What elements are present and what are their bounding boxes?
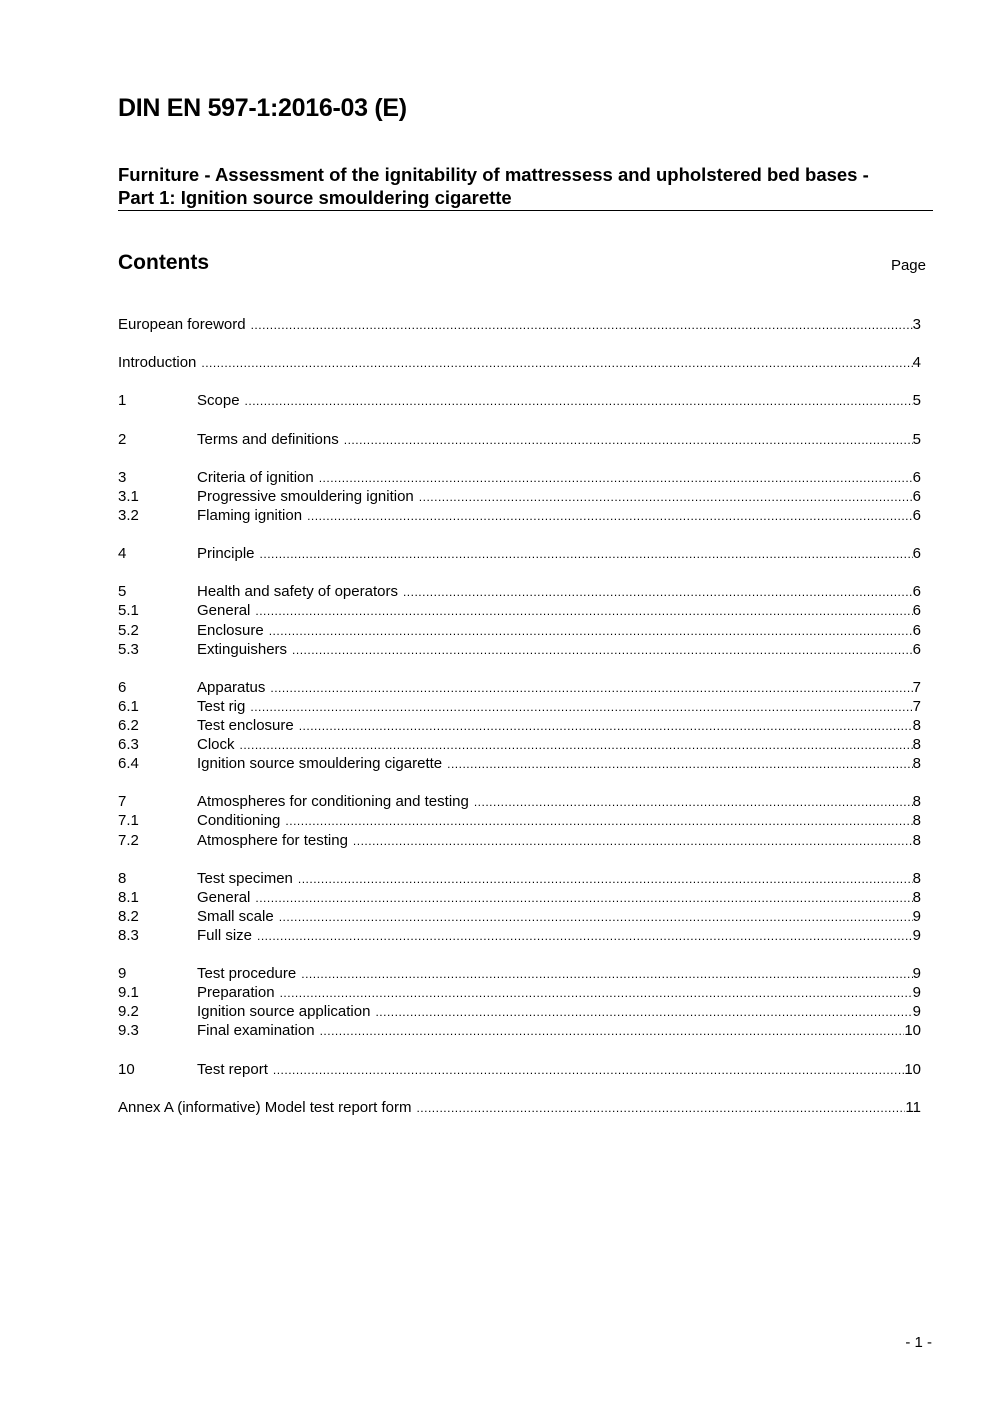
- toc-entry[interactable]: [118, 678, 921, 697]
- toc-entry-title: General: [197, 602, 251, 620]
- toc-dot-leader: [307, 507, 913, 526]
- toc-entry-page: 6: [912, 602, 921, 620]
- toc-entry[interactable]: [118, 391, 921, 410]
- toc-entry-title: Progressive smouldering ignition: [197, 487, 414, 505]
- toc-entry-number: 7.2: [118, 831, 139, 849]
- toc-entry-number: 3.1: [118, 487, 139, 505]
- toc-entry-page: 5: [912, 392, 921, 410]
- toc-entry-number: 7.1: [118, 812, 139, 830]
- toc-entry-number: 6.3: [118, 736, 139, 754]
- toc-dot-leader: [419, 488, 913, 507]
- toc-entry-page: 11: [905, 1098, 921, 1116]
- toc-entry-number: 3: [118, 468, 127, 486]
- toc-entry-number: 7: [118, 793, 127, 811]
- toc-entry-title: Conditioning: [197, 812, 281, 830]
- toc-entry-title: Flaming ignition: [197, 506, 303, 524]
- toc-entry-title: Preparation: [197, 984, 275, 1002]
- toc-entry-page: 3: [912, 316, 921, 333]
- toc-entry[interactable]: [118, 582, 921, 601]
- toc-entry-title: General: [197, 888, 251, 906]
- document-title-line-2: Part 1: Ignition source smouldering cigarette: [118, 187, 512, 208]
- toc-entry-page: 6: [912, 621, 921, 639]
- toc-entry-page: 8: [912, 888, 921, 906]
- toc-entry-title: Scope: [197, 392, 240, 410]
- toc-entry-page: 10: [904, 1060, 921, 1078]
- toc-entry-number: 8.2: [118, 907, 139, 925]
- toc-entry-title: Ignition source smouldering cigarette: [197, 755, 443, 773]
- toc-entry[interactable]: [118, 983, 921, 1002]
- toc-entry[interactable]: [118, 869, 921, 888]
- toc-dot-leader: [403, 583, 913, 602]
- toc-dot-leader: [301, 965, 912, 984]
- toc-dot-leader: [270, 679, 912, 698]
- toc-entry-number: 5.1: [118, 602, 139, 620]
- toc-entry-number: 2: [118, 430, 127, 448]
- toc-entry[interactable]: [118, 468, 921, 487]
- toc-entry-title: Atmosphere for testing: [197, 831, 348, 849]
- toc-entry-number: 6.4: [118, 755, 139, 773]
- contents-heading: Contents: [118, 251, 209, 274]
- toc-entry-number: 9.2: [118, 1003, 139, 1021]
- toc-entry[interactable]: [118, 831, 921, 850]
- toc-entry-title: European foreword: [118, 316, 246, 333]
- footer-page-number: - 1 -: [905, 1334, 932, 1351]
- toc-entry-page: 8: [912, 716, 921, 734]
- toc-dot-leader: [269, 622, 913, 641]
- toc-entry[interactable]: [118, 926, 921, 945]
- toc-entry[interactable]: [118, 792, 921, 811]
- toc-entry-number: 5.2: [118, 621, 139, 639]
- toc-entry[interactable]: [118, 1098, 921, 1117]
- toc-dot-leader: [257, 927, 913, 946]
- toc-entry[interactable]: [118, 621, 921, 640]
- toc-entry[interactable]: [118, 544, 921, 563]
- toc-entry-title: Test report: [197, 1060, 268, 1078]
- toc-dot-leader: [251, 316, 913, 335]
- toc-entry-number: 8: [118, 869, 127, 887]
- toc-entry-page: 8: [912, 793, 921, 811]
- toc-entry[interactable]: [118, 811, 921, 830]
- toc-entry[interactable]: [118, 716, 921, 735]
- toc-entry-title: Test rig: [197, 697, 246, 715]
- toc-dot-leader: [298, 870, 913, 889]
- toc-entry-page: 8: [912, 755, 921, 773]
- document-title: [118, 163, 933, 211]
- toc-entry-title: Criteria of ignition: [197, 468, 314, 486]
- table-of-contents: [118, 315, 921, 1117]
- toc-dot-leader: [240, 736, 913, 755]
- toc-entry-title: Introduction: [118, 354, 197, 372]
- toc-dot-leader: [299, 717, 913, 736]
- toc-entry-title: Test specimen: [197, 869, 293, 887]
- toc-dot-leader: [245, 392, 913, 411]
- toc-entry-title: Test enclosure: [197, 716, 294, 734]
- toc-entry-page: 5: [912, 430, 921, 448]
- toc-dot-leader: [447, 755, 913, 774]
- toc-entry[interactable]: [118, 640, 921, 659]
- toc-entry-page: 6: [912, 468, 921, 486]
- toc-entry-page: 4: [912, 354, 921, 372]
- toc-dot-leader: [416, 1099, 905, 1118]
- toc-entry-page: 7: [912, 697, 921, 715]
- toc-entry-number: 8.3: [118, 927, 139, 944]
- toc-entry-number: 3.2: [118, 506, 139, 524]
- toc-entry-page: 9: [912, 927, 921, 944]
- toc-dot-leader: [285, 812, 912, 831]
- toc-entry-number: 6: [118, 678, 127, 696]
- toc-entry-title: Annex A (informative) Model test report form: [118, 1098, 412, 1116]
- toc-entry-number: 1: [118, 392, 127, 410]
- toc-entry-title: Ignition source application: [197, 1003, 371, 1021]
- toc-entry[interactable]: [118, 907, 921, 926]
- toc-entry-page: 8: [912, 869, 921, 887]
- toc-dot-leader: [255, 602, 912, 621]
- toc-dot-leader: [353, 832, 913, 851]
- toc-entry-page: 10: [904, 1022, 921, 1040]
- toc-entry[interactable]: [118, 487, 921, 506]
- toc-entry-page: 6: [912, 506, 921, 524]
- toc-dot-leader: [319, 469, 913, 488]
- toc-entry[interactable]: [118, 735, 921, 754]
- toc-entry-title: Apparatus: [197, 678, 266, 696]
- toc-entry-title: Principle: [197, 545, 255, 563]
- toc-dot-leader: [474, 793, 913, 812]
- toc-entry-title: Enclosure: [197, 621, 264, 639]
- toc-dot-leader: [250, 698, 912, 717]
- toc-entry[interactable]: [118, 1060, 921, 1079]
- toc-entry[interactable]: [118, 697, 921, 716]
- document-id: DIN EN 597-1:2016-03 (E): [118, 94, 407, 122]
- toc-dot-leader: [201, 354, 912, 373]
- toc-entry-title: Small scale: [197, 907, 274, 925]
- toc-entry-title: Test procedure: [197, 965, 297, 983]
- toc-dot-leader: [375, 1003, 912, 1022]
- toc-entry-page: 9: [912, 907, 921, 925]
- toc-entry-number: 6.2: [118, 716, 139, 734]
- toc-dot-leader: [255, 889, 912, 908]
- toc-entry-page: 6: [912, 640, 921, 658]
- toc-dot-leader: [260, 545, 913, 564]
- toc-entry-title: Full size: [197, 927, 253, 944]
- toc-dot-leader: [273, 1061, 904, 1080]
- toc-entry-page: 7: [912, 678, 921, 696]
- toc-entry[interactable]: [118, 430, 921, 449]
- toc-entry[interactable]: [118, 964, 921, 983]
- toc-entry-title: Atmospheres for conditioning and testing: [197, 793, 469, 811]
- toc-entry-page: 9: [912, 984, 921, 1002]
- toc-entry-title: Final examination: [197, 1022, 315, 1040]
- toc-dot-leader: [292, 641, 913, 660]
- toc-entry-page: 9: [912, 965, 921, 983]
- toc-entry-title: Health and safety of operators: [197, 583, 398, 601]
- toc-entry[interactable]: [118, 315, 921, 334]
- toc-entry-number: 6.1: [118, 697, 139, 715]
- toc-dot-leader: [279, 908, 913, 927]
- toc-entry-page: 9: [912, 1003, 921, 1021]
- toc-entry[interactable]: [118, 888, 921, 907]
- toc-entry-number: 9.3: [118, 1022, 139, 1040]
- toc-entry-page: 6: [912, 545, 921, 563]
- toc-entry-page: 8: [912, 812, 921, 830]
- toc-entry-title: Extinguishers: [197, 640, 288, 658]
- toc-entry-title: Clock: [197, 736, 235, 754]
- toc-dot-leader: [320, 1022, 905, 1041]
- toc-entry-page: 6: [912, 487, 921, 505]
- toc-entry-number: 5.3: [118, 640, 139, 658]
- toc-entry[interactable]: [118, 754, 921, 773]
- toc-entry-number: 8.1: [118, 888, 139, 906]
- toc-entry-page: 6: [912, 583, 921, 601]
- page-column-label: Page: [890, 257, 926, 274]
- toc-entry-number: 9: [118, 965, 127, 983]
- toc-dot-leader: [344, 431, 913, 450]
- toc-entry-number: 10: [118, 1060, 135, 1078]
- toc-entry[interactable]: [118, 601, 921, 620]
- toc-entry[interactable]: [118, 353, 921, 372]
- toc-entry-number: 5: [118, 583, 127, 601]
- toc-entry-title: Terms and definitions: [197, 430, 339, 448]
- toc-entry-number: 9.1: [118, 984, 139, 1002]
- toc-entry[interactable]: [118, 1021, 921, 1040]
- document-title-line-1: Furniture - Assessment of the ignitability of mattressess and upholstered bed bases -: [118, 164, 869, 185]
- toc-dot-leader: [280, 984, 913, 1003]
- toc-entry-page: 8: [912, 736, 921, 754]
- toc-entry-page: 8: [912, 831, 921, 849]
- toc-entry[interactable]: [118, 506, 921, 525]
- toc-entry-number: 4: [118, 545, 127, 563]
- toc-entry[interactable]: [118, 1002, 921, 1021]
